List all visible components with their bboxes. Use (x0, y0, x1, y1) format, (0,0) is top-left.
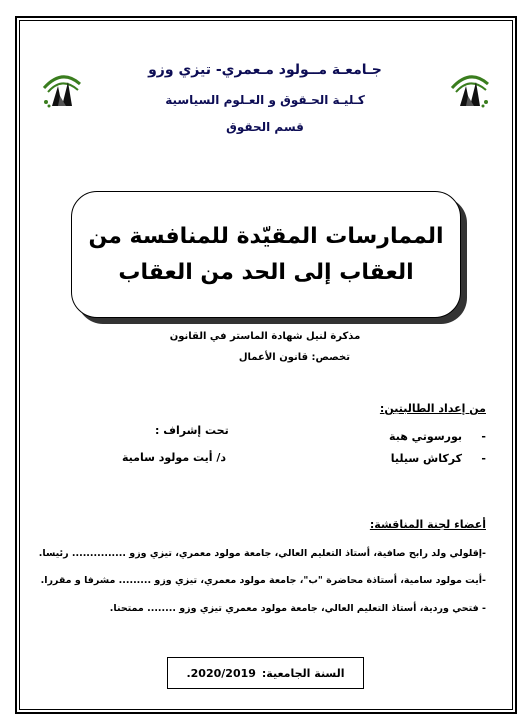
committee-member: - فتحي وردية، أستاذ التعليم العالي، جامعة مولود معمري تيزي وزو ........ ممتحنا. (109, 603, 486, 614)
student-item (389, 430, 486, 443)
memo-description: مذكرة لنيل شهادة الماستر في القانون (169, 331, 361, 342)
thesis-title-line-1: الممارسات المقيّدة للمنافسة من (88, 223, 444, 249)
university-name: جـامعـة مــولود مـعمري- تيزي وزو (148, 62, 382, 78)
academic-year-label: السنة الجامعية: (261, 666, 345, 680)
committee-member: -أيت مولود سامية، أستاذة محاضرة "ب"، جامعة مولود معمري، تيزي وزو ......... مشرفا و مقررا. (40, 575, 486, 586)
student-item (391, 452, 486, 465)
supervision-label: تحت إشراف : (155, 424, 229, 437)
thesis-title-line-2: العقاب إلى الحد من العقاب (118, 259, 414, 285)
student-name: كركاش سيليا (390, 452, 462, 465)
bullet: - (481, 452, 486, 465)
committee-label: أعضاء لجنة المناقشة: (369, 518, 486, 531)
faculty-name: كـليـة الحـقوق و العـلوم السياسية (165, 93, 365, 107)
academic-year-value: 2020/2019. (186, 666, 256, 680)
bullet: - (481, 430, 486, 443)
specialization: تخصص: قانون الأعمال (238, 352, 350, 363)
academic-year-box (167, 657, 364, 689)
thesis-title-box (71, 191, 461, 318)
student-name: بورسوتي هبة (389, 430, 462, 443)
department-name: قسم الحقوق (226, 120, 304, 134)
committee-member: -إقلولي ولد رابح صافية، أستاذ التعليم العالي، جامعة مولود معمري، تيزي وزو ............... رئيسا. (38, 548, 486, 559)
students-label: من إعداد الطالبتين: (379, 402, 486, 415)
supervisor-name: د/ أيت مولود سامية (122, 451, 226, 464)
